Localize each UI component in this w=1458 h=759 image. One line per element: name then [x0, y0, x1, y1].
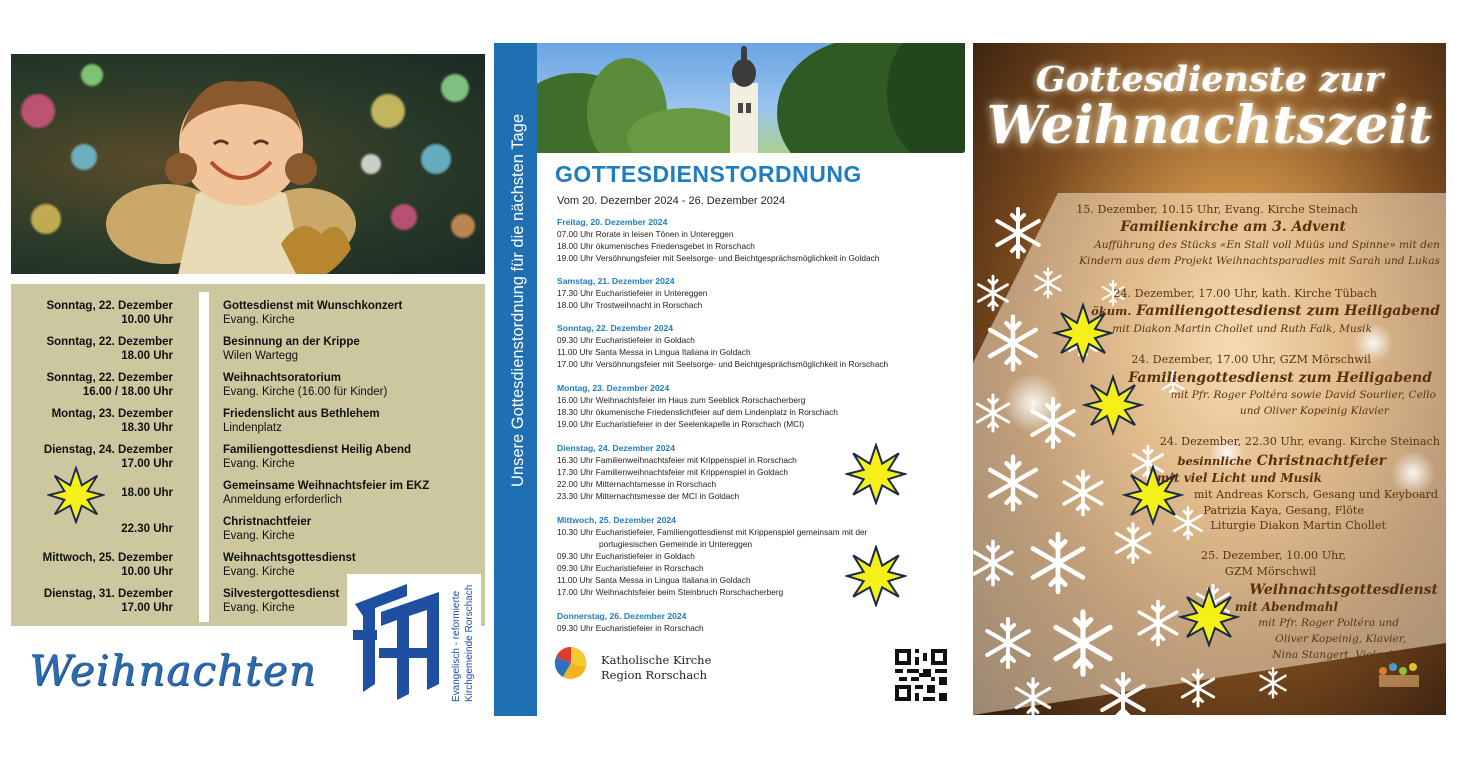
day-item: 18.00 Uhr Trostweihnacht in Rorschach	[557, 300, 703, 310]
day-item: 16.00 Uhr Weihnachtsfeier im Haus zum Seeblick Rorschacherberg	[557, 395, 806, 405]
vertical-text: Unsere Gottesdienstordnung für die nächsten Tage	[509, 113, 527, 487]
day-item: 19.00 Uhr Versöhnungsfeier mit Seelsorge- und Beichtgesprächsmöglichkeit in Goldach	[557, 253, 880, 263]
church-tower-photo	[537, 43, 965, 153]
day-block	[557, 276, 957, 311]
schedule-row	[11, 330, 485, 366]
row-title: Silvestergottesdienst	[223, 588, 340, 600]
event-detail: und Oliver Kopeinig Klavier	[1239, 405, 1389, 417]
flyer-reformed-church	[11, 54, 485, 709]
day-item: 09.30 Uhr Eucharistiefeier in Rorschach	[557, 563, 704, 573]
day-item: 17.30 Uhr Eucharistiefeier in Untereggen	[557, 288, 708, 298]
row-place: Anmeldung erforderlich	[223, 494, 342, 506]
row-title: Gemeinsame Weihnachtsfeier im EKZ	[223, 480, 430, 492]
row-time: 16.00 / 18.00 Uhr	[82, 386, 173, 398]
row-date: Mittwoch, 25. Dezember	[42, 552, 173, 564]
day-item: 22.00 Uhr Mitternachtsmesse in Rorschach	[557, 479, 717, 489]
page-heading: GOTTESDIENSTORDNUNG	[555, 161, 862, 187]
footer-line-2: Region Rorschach	[601, 668, 708, 682]
schedule-body	[537, 153, 965, 716]
day-item: 10.30 Uhr Eucharistiefeier, Familiengottesdienst mit Krippenspiel gemeinsam mit der	[557, 527, 868, 537]
day-block	[557, 217, 957, 264]
logo-line-1: Evangelisch - reformierte	[451, 590, 462, 702]
day-block	[557, 611, 957, 634]
day-item: 09.30 Uhr Eucharistiefeier in Goldach	[557, 551, 695, 561]
footer-line-1: Katholische Kirche	[601, 653, 712, 667]
star-burst-icon	[47, 466, 105, 524]
flyer-catholic-church	[494, 43, 965, 716]
row-place: Evang. Kirche	[223, 530, 295, 542]
day-item: 17.30 Uhr Familienweihnachtsfeier mit Krippenspiel in Goldach	[557, 467, 789, 477]
row-time: 18.30 Uhr	[121, 422, 173, 434]
day-label: Samstag, 21. Dezember 2024	[557, 276, 675, 286]
day-item: 09.30 Uhr Eucharistiefeier in Goldach	[557, 335, 695, 345]
event-when: 15. Dezember, 10.15 Uhr, Evang. Kirche Steinach	[1076, 203, 1358, 216]
day-item: 09.30 Uhr Eucharistiefeier in Rorschach	[557, 623, 704, 633]
row-place: Evang. Kirche	[223, 458, 295, 470]
row-date: Sonntag, 22. Dezember	[46, 372, 173, 384]
flyer-christmas-services	[973, 43, 1446, 715]
event-detail: Nina Stangert, Viola da Gamba	[1272, 649, 1440, 661]
day-label: Sonntag, 22. Dezember 2024	[557, 323, 674, 333]
vertical-caption	[495, 43, 538, 716]
logo-caption	[447, 576, 477, 704]
event-detail: Oliver Kopeinig, Klavier,	[1275, 633, 1406, 645]
row-title: Christnachtfeier	[223, 516, 312, 528]
row-date: Dienstag, 24. Dezember	[43, 444, 173, 456]
day-label: Freitag, 20. Dezember 2024	[557, 217, 668, 227]
event-detail: mit Pfr. Roger Poltéra sowie David Sourlier, Cello	[1170, 389, 1436, 401]
row-date: Montag, 23. Dezember	[51, 408, 173, 420]
schedule-row	[11, 402, 485, 438]
event-prefix: ökum.	[1091, 304, 1132, 318]
event-name-line	[1177, 453, 1386, 469]
row-title: Weihnachtsgottesdienst	[223, 552, 356, 564]
logo-line-2: Kirchgemeinde Rorschach	[464, 584, 475, 702]
star-burst-icon	[845, 443, 907, 505]
row-place: Evang. Kirche	[223, 602, 295, 614]
event-when: 24. Dezember, 17.00 Uhr, kath. Kirche Tübach	[1113, 287, 1377, 300]
event-detail: mit Diakon Martin Chollet und Ruth Falk, Musik	[1112, 323, 1372, 335]
row-title: Gottesdienst mit Wunschkonzert	[223, 300, 403, 312]
day-item: 17.00 Uhr Weihnachtsfeier beim Steinbruch Rorschacherberg	[557, 587, 784, 597]
day-item: 18.30 Uhr ökumenische Friedenslichtfeier auf dem Lindenplatz in Rorschach	[557, 407, 838, 417]
row-title: Besinnung an der Krippe	[223, 336, 360, 348]
page-title: Weihnachten	[29, 646, 317, 695]
footer-org-name	[601, 653, 711, 683]
event-name: Weihnachtsgottesdienst	[1249, 582, 1438, 598]
church-logo	[347, 574, 481, 704]
day-label: Donnerstag, 26. Dezember 2024	[557, 611, 687, 621]
row-title: Weihnachtsoratorium	[223, 372, 341, 384]
event-name-line	[1091, 303, 1440, 319]
row-place: Wilen Wartegg	[223, 350, 298, 362]
row-time: 18.00 Uhr	[121, 487, 173, 499]
row-place: Evang. Kirche	[223, 566, 295, 578]
row-title: Friedenslicht aus Bethlehem	[223, 408, 380, 420]
event-name: Familiengottesdienst zum Heiligabend	[1128, 370, 1432, 386]
schedule-row	[11, 366, 485, 402]
title-line-1: Gottesdienste zur	[1035, 59, 1384, 100]
day-label: Mittwoch, 25. Dezember 2024	[557, 515, 676, 525]
day-item: 07.00 Uhr Rorate in leisen Tönen in Untereggen	[557, 229, 734, 239]
schedule-row	[11, 294, 485, 330]
day-item: 17.00 Uhr Versöhnungsfeier mit Seelsorge- und Beichtgesprächsmöglichkeit in Rorschach	[557, 359, 889, 369]
row-time: 17.00 Uhr	[121, 458, 173, 470]
reformed-church-logo-icon	[347, 574, 447, 704]
row-place: Evang. Kirche	[223, 314, 295, 326]
event-name: Christnachtfeier	[1256, 453, 1386, 469]
event-detail: mit Pfr. Roger Poltéra und	[1258, 617, 1399, 629]
angel-figurine-icon	[106, 74, 376, 274]
row-date: Sonntag, 22. Dezember	[46, 336, 173, 348]
event-name: Familienkirche am 3. Advent	[1120, 219, 1346, 235]
row-place: Evang. Kirche (16.00 für Kinder)	[223, 386, 388, 398]
event-when: 24. Dezember, 22.30 Uhr, evang. Kirche Steinach	[1159, 435, 1440, 448]
day-item: portugiesischen Gemeinde in Untereggen	[599, 539, 753, 549]
event-when: 24. Dezember, 17.00 Uhr, GZM Mörschwil	[1131, 353, 1371, 366]
day-block	[557, 383, 957, 430]
event-detail: Patrizia Kaya, Gesang, Flöte	[1203, 504, 1364, 517]
day-block	[557, 323, 957, 370]
event-when: 25. Dezember, 10.00 Uhr,	[1201, 549, 1346, 562]
row-date: Sonntag, 22. Dezember	[46, 300, 173, 312]
day-item: 16.30 Uhr Familienweihnachtsfeier mit Krippenspiel in Rorschach	[557, 455, 797, 465]
row-time: 22.30 Uhr	[121, 523, 173, 535]
event-subname: mit viel Licht und Musik	[1156, 471, 1322, 485]
qr-code-icon[interactable]	[895, 649, 947, 701]
event-subname: mit Abendmahl	[1234, 600, 1338, 614]
event-when-2: GZM Mörschwil	[1224, 565, 1316, 578]
event-detail: Aufführung des Stücks «En Stall voll Müüs und Spinne» mit den	[1094, 239, 1440, 251]
day-item: 11.00 Uhr Santa Messa in Lingua Italiana in Goldach	[557, 347, 751, 357]
church-photo-illustration	[537, 43, 965, 153]
row-time: 18.00 Uhr	[121, 350, 173, 362]
star-burst-icon	[845, 545, 907, 607]
event-prefix: besinnliche	[1177, 454, 1252, 468]
event-detail: Kindern aus dem Projekt Weihnachtsparadies mit Sarah und Lukas	[1079, 255, 1440, 267]
row-time: 17.00 Uhr	[121, 602, 173, 614]
day-label: Montag, 23. Dezember 2024	[557, 383, 670, 393]
title-line-2: Weihnachtszeit	[986, 95, 1433, 156]
small-logo	[1379, 663, 1419, 687]
event-detail: Liturgie Diakon Martin Chollet	[1210, 519, 1386, 532]
row-place: Lindenplatz	[223, 422, 282, 434]
day-item: 18.00 Uhr ökumenisches Friedensgebet in Rorschach	[557, 241, 755, 251]
row-title: Familiengottesdienst Heilig Abend	[223, 444, 412, 456]
row-time: 10.00 Uhr	[121, 566, 173, 578]
day-item: 23.30 Uhr Mitternachtsmesse der MCI in Goldach	[557, 491, 740, 501]
row-time: 10.00 Uhr	[121, 314, 173, 326]
catholic-church-logo-icon	[553, 645, 589, 681]
angel-photo	[11, 54, 485, 274]
date-range: Vom 20. Dezember 2024 - 26. Dezember 2024	[557, 195, 786, 207]
row-date: Dienstag, 31. Dezember	[43, 588, 173, 600]
day-item: 19.00 Uhr Eucharistiefeier in der Seelenkapelle in Rorschach (MCI)	[557, 419, 805, 429]
day-item: 11.00 Uhr Santa Messa in Lingua Italiana in Goldach	[557, 575, 751, 585]
event-detail: mit Andreas Korsch, Gesang und Keyboard	[1193, 488, 1438, 501]
day-label: Dienstag, 24. Dezember 2024	[557, 443, 675, 453]
event-name: Familiengottesdienst zum Heiligabend	[1136, 303, 1440, 319]
